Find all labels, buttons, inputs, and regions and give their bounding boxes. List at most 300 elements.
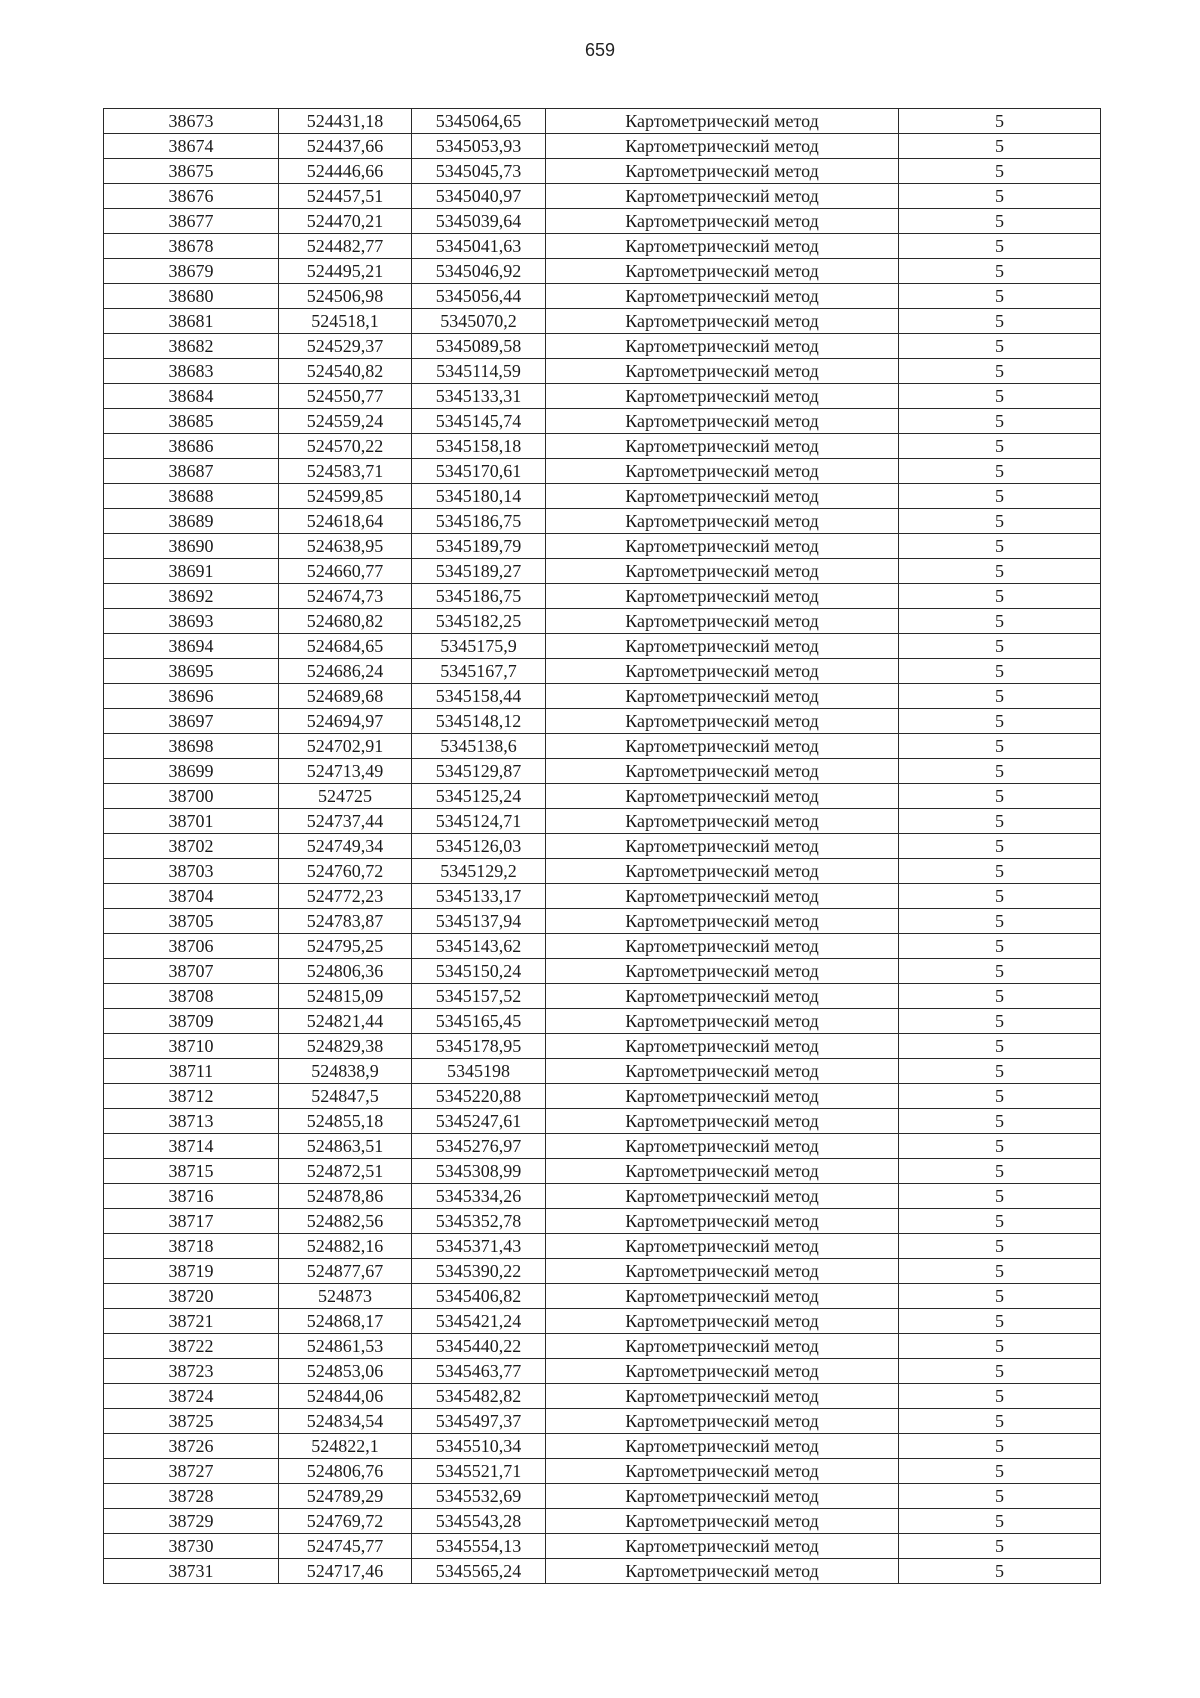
x-coordinate-cell: 524599,85 [279,484,412,509]
method-cell: Картометрический метод [546,859,899,884]
table-row [104,1484,1101,1509]
point-number-cell: 38706 [104,934,279,959]
table-row [104,1284,1101,1309]
x-coordinate-cell: 524878,86 [279,1184,412,1209]
accuracy-cell: 5 [899,109,1101,134]
table-row [104,1334,1101,1359]
table-row [104,384,1101,409]
point-number-cell: 38726 [104,1434,279,1459]
x-coordinate-cell: 524482,77 [279,234,412,259]
accuracy-cell: 5 [899,284,1101,309]
y-coordinate-cell: 5345126,03 [412,834,546,859]
point-number-cell: 38691 [104,559,279,584]
y-coordinate-cell: 5345565,24 [412,1559,546,1584]
accuracy-cell: 5 [899,484,1101,509]
table-row [104,459,1101,484]
method-cell: Картометрический метод [546,909,899,934]
method-cell: Картометрический метод [546,809,899,834]
method-cell: Картометрический метод [546,284,899,309]
x-coordinate-cell: 524829,38 [279,1034,412,1059]
point-number-cell: 38674 [104,134,279,159]
y-coordinate-cell: 5345352,78 [412,1209,546,1234]
table-row [104,534,1101,559]
point-number-cell: 38711 [104,1059,279,1084]
method-cell: Картометрический метод [546,784,899,809]
accuracy-cell: 5 [899,859,1101,884]
accuracy-cell: 5 [899,1434,1101,1459]
accuracy-cell: 5 [899,734,1101,759]
method-cell: Картометрический метод [546,234,899,259]
point-number-cell: 38707 [104,959,279,984]
accuracy-cell: 5 [899,1309,1101,1334]
table-row [104,934,1101,959]
accuracy-cell: 5 [899,334,1101,359]
method-cell: Картометрический метод [546,1484,899,1509]
x-coordinate-cell: 524834,54 [279,1409,412,1434]
method-cell: Картометрический метод [546,1209,899,1234]
method-cell: Картометрический метод [546,459,899,484]
point-number-cell: 38730 [104,1534,279,1559]
accuracy-cell: 5 [899,1209,1101,1234]
y-coordinate-cell: 5345148,12 [412,709,546,734]
accuracy-cell: 5 [899,1534,1101,1559]
x-coordinate-cell: 524882,56 [279,1209,412,1234]
point-number-cell: 38702 [104,834,279,859]
x-coordinate-cell: 524583,71 [279,459,412,484]
accuracy-cell: 5 [899,234,1101,259]
method-cell: Картометрический метод [546,1009,899,1034]
table-row [104,134,1101,159]
y-coordinate-cell: 5345220,88 [412,1084,546,1109]
point-number-cell: 38717 [104,1209,279,1234]
coordinates-table-body [104,109,1101,1584]
x-coordinate-cell: 524806,76 [279,1459,412,1484]
method-cell: Картометрический метод [546,959,899,984]
x-coordinate-cell: 524660,77 [279,559,412,584]
method-cell: Картометрический метод [546,259,899,284]
accuracy-cell: 5 [899,159,1101,184]
x-coordinate-cell: 524806,36 [279,959,412,984]
table-row [104,259,1101,284]
accuracy-cell: 5 [899,609,1101,634]
x-coordinate-cell: 524529,37 [279,334,412,359]
point-number-cell: 38686 [104,434,279,459]
point-number-cell: 38684 [104,384,279,409]
table-row [104,1409,1101,1434]
table-row [104,959,1101,984]
table-row [104,1309,1101,1334]
table-row [104,1509,1101,1534]
accuracy-cell: 5 [899,1084,1101,1109]
accuracy-cell: 5 [899,984,1101,1009]
point-number-cell: 38716 [104,1184,279,1209]
method-cell: Картометрический метод [546,934,899,959]
accuracy-cell: 5 [899,1509,1101,1534]
method-cell: Картометрический метод [546,734,899,759]
method-cell: Картометрический метод [546,1534,899,1559]
table-row [104,1234,1101,1259]
method-cell: Картометрический метод [546,484,899,509]
point-number-cell: 38690 [104,534,279,559]
point-number-cell: 38718 [104,1234,279,1259]
y-coordinate-cell: 5345133,17 [412,884,546,909]
method-cell: Картометрический метод [546,884,899,909]
table-row [104,784,1101,809]
point-number-cell: 38709 [104,1009,279,1034]
method-cell: Картометрический метод [546,1309,899,1334]
x-coordinate-cell: 524457,51 [279,184,412,209]
accuracy-cell: 5 [899,509,1101,534]
y-coordinate-cell: 5345046,92 [412,259,546,284]
x-coordinate-cell: 524570,22 [279,434,412,459]
x-coordinate-cell: 524680,82 [279,609,412,634]
point-number-cell: 38678 [104,234,279,259]
x-coordinate-cell: 524822,1 [279,1434,412,1459]
y-coordinate-cell: 5345308,99 [412,1159,546,1184]
table-row [104,1184,1101,1209]
x-coordinate-cell: 524844,06 [279,1384,412,1409]
point-number-cell: 38705 [104,909,279,934]
table-row [104,1534,1101,1559]
method-cell: Картометрический метод [546,134,899,159]
point-number-cell: 38675 [104,159,279,184]
method-cell: Картометрический метод [546,384,899,409]
point-number-cell: 38688 [104,484,279,509]
x-coordinate-cell: 524446,66 [279,159,412,184]
x-coordinate-cell: 524815,09 [279,984,412,1009]
table-row [104,159,1101,184]
x-coordinate-cell: 524540,82 [279,359,412,384]
accuracy-cell: 5 [899,1159,1101,1184]
table-row [104,284,1101,309]
method-cell: Картометрический метод [546,434,899,459]
accuracy-cell: 5 [899,1384,1101,1409]
point-number-cell: 38712 [104,1084,279,1109]
method-cell: Картометрический метод [546,409,899,434]
point-number-cell: 38692 [104,584,279,609]
page-number: 659 [584,40,616,60]
point-number-cell: 38710 [104,1034,279,1059]
table-row [104,1159,1101,1184]
point-number-cell: 38724 [104,1384,279,1409]
y-coordinate-cell: 5345334,26 [412,1184,546,1209]
x-coordinate-cell: 524550,77 [279,384,412,409]
y-coordinate-cell: 5345189,27 [412,559,546,584]
accuracy-cell: 5 [899,1034,1101,1059]
method-cell: Картометрический метод [546,359,899,384]
table-row [104,109,1101,134]
method-cell: Картометрический метод [546,1384,899,1409]
table-row [104,709,1101,734]
method-cell: Картометрический метод [546,1284,899,1309]
y-coordinate-cell: 5345114,59 [412,359,546,384]
y-coordinate-cell: 5345040,97 [412,184,546,209]
method-cell: Картометрический метод [546,109,899,134]
point-number-cell: 38714 [104,1134,279,1159]
point-number-cell: 38687 [104,459,279,484]
table-row [104,584,1101,609]
y-coordinate-cell: 5345198 [412,1059,546,1084]
table-row [104,1134,1101,1159]
y-coordinate-cell: 5345150,24 [412,959,546,984]
point-number-cell: 38722 [104,1334,279,1359]
accuracy-cell: 5 [899,759,1101,784]
accuracy-cell: 5 [899,259,1101,284]
point-number-cell: 38697 [104,709,279,734]
point-number-cell: 38725 [104,1409,279,1434]
x-coordinate-cell: 524863,51 [279,1134,412,1159]
table-row [104,1259,1101,1284]
x-coordinate-cell: 524518,1 [279,309,412,334]
accuracy-cell: 5 [899,384,1101,409]
table-row [104,1434,1101,1459]
y-coordinate-cell: 5345145,74 [412,409,546,434]
accuracy-cell: 5 [899,534,1101,559]
point-number-cell: 38713 [104,1109,279,1134]
table-row [104,509,1101,534]
y-coordinate-cell: 5345247,61 [412,1109,546,1134]
y-coordinate-cell: 5345045,73 [412,159,546,184]
table-row [104,184,1101,209]
table-row [104,559,1101,584]
y-coordinate-cell: 5345182,25 [412,609,546,634]
table-row [104,1109,1101,1134]
table-row [104,659,1101,684]
point-number-cell: 38719 [104,1259,279,1284]
point-number-cell: 38700 [104,784,279,809]
x-coordinate-cell: 524749,34 [279,834,412,859]
x-coordinate-cell: 524821,44 [279,1009,412,1034]
method-cell: Картометрический метод [546,1434,899,1459]
point-number-cell: 38685 [104,409,279,434]
table-row [104,1559,1101,1584]
method-cell: Картометрический метод [546,1259,899,1284]
y-coordinate-cell: 5345276,97 [412,1134,546,1159]
y-coordinate-cell: 5345543,28 [412,1509,546,1534]
method-cell: Картометрический метод [546,1559,899,1584]
y-coordinate-cell: 5345170,61 [412,459,546,484]
point-number-cell: 38699 [104,759,279,784]
method-cell: Картометрический метод [546,1334,899,1359]
x-coordinate-cell: 524737,44 [279,809,412,834]
y-coordinate-cell: 5345056,44 [412,284,546,309]
x-coordinate-cell: 524769,72 [279,1509,412,1534]
accuracy-cell: 5 [899,1059,1101,1084]
y-coordinate-cell: 5345125,24 [412,784,546,809]
method-cell: Картометрический метод [546,634,899,659]
x-coordinate-cell: 524431,18 [279,109,412,134]
y-coordinate-cell: 5345390,22 [412,1259,546,1284]
point-number-cell: 38680 [104,284,279,309]
point-number-cell: 38677 [104,209,279,234]
x-coordinate-cell: 524789,29 [279,1484,412,1509]
point-number-cell: 38683 [104,359,279,384]
table-row [104,1009,1101,1034]
accuracy-cell: 5 [899,1009,1101,1034]
y-coordinate-cell: 5345165,45 [412,1009,546,1034]
table-row [104,234,1101,259]
point-number-cell: 38731 [104,1559,279,1584]
table-row [104,634,1101,659]
accuracy-cell: 5 [899,459,1101,484]
x-coordinate-cell: 524873 [279,1284,412,1309]
x-coordinate-cell: 524702,91 [279,734,412,759]
point-number-cell: 38696 [104,684,279,709]
y-coordinate-cell: 5345129,2 [412,859,546,884]
y-coordinate-cell: 5345371,43 [412,1234,546,1259]
point-number-cell: 38721 [104,1309,279,1334]
accuracy-cell: 5 [899,184,1101,209]
method-cell: Картометрический метод [546,1034,899,1059]
method-cell: Картометрический метод [546,184,899,209]
method-cell: Картометрический метод [546,1084,899,1109]
y-coordinate-cell: 5345137,94 [412,909,546,934]
x-coordinate-cell: 524717,46 [279,1559,412,1584]
x-coordinate-cell: 524783,87 [279,909,412,934]
table-row [104,984,1101,1009]
table-row [104,909,1101,934]
accuracy-cell: 5 [899,834,1101,859]
x-coordinate-cell: 524872,51 [279,1159,412,1184]
accuracy-cell: 5 [899,784,1101,809]
x-coordinate-cell: 524713,49 [279,759,412,784]
y-coordinate-cell: 5345178,95 [412,1034,546,1059]
accuracy-cell: 5 [899,584,1101,609]
y-coordinate-cell: 5345532,69 [412,1484,546,1509]
y-coordinate-cell: 5345175,9 [412,634,546,659]
point-number-cell: 38723 [104,1359,279,1384]
accuracy-cell: 5 [899,559,1101,584]
method-cell: Картометрический метод [546,1509,899,1534]
accuracy-cell: 5 [899,809,1101,834]
accuracy-cell: 5 [899,1284,1101,1309]
accuracy-cell: 5 [899,134,1101,159]
table-row [104,759,1101,784]
y-coordinate-cell: 5345180,14 [412,484,546,509]
accuracy-cell: 5 [899,884,1101,909]
x-coordinate-cell: 524772,23 [279,884,412,909]
method-cell: Картометрический метод [546,584,899,609]
point-number-cell: 38673 [104,109,279,134]
table-row [104,834,1101,859]
x-coordinate-cell: 524684,65 [279,634,412,659]
x-coordinate-cell: 524855,18 [279,1109,412,1134]
x-coordinate-cell: 524694,97 [279,709,412,734]
point-number-cell: 38708 [104,984,279,1009]
table-row [104,1359,1101,1384]
table-row [104,859,1101,884]
accuracy-cell: 5 [899,1109,1101,1134]
x-coordinate-cell: 524437,66 [279,134,412,159]
x-coordinate-cell: 524689,68 [279,684,412,709]
accuracy-cell: 5 [899,959,1101,984]
x-coordinate-cell: 524868,17 [279,1309,412,1334]
accuracy-cell: 5 [899,1259,1101,1284]
y-coordinate-cell: 5345167,7 [412,659,546,684]
x-coordinate-cell: 524638,95 [279,534,412,559]
point-number-cell: 38694 [104,634,279,659]
accuracy-cell: 5 [899,1234,1101,1259]
method-cell: Картометрический метод [546,1459,899,1484]
y-coordinate-cell: 5345186,75 [412,509,546,534]
accuracy-cell: 5 [899,409,1101,434]
x-coordinate-cell: 524853,06 [279,1359,412,1384]
method-cell: Картометрический метод [546,1234,899,1259]
method-cell: Картометрический метод [546,509,899,534]
accuracy-cell: 5 [899,1409,1101,1434]
x-coordinate-cell: 524847,5 [279,1084,412,1109]
method-cell: Картометрический метод [546,159,899,184]
x-coordinate-cell: 524674,73 [279,584,412,609]
method-cell: Картометрический метод [546,209,899,234]
method-cell: Картометрический метод [546,309,899,334]
y-coordinate-cell: 5345041,63 [412,234,546,259]
y-coordinate-cell: 5345133,31 [412,384,546,409]
y-coordinate-cell: 5345143,62 [412,934,546,959]
accuracy-cell: 5 [899,434,1101,459]
x-coordinate-cell: 524838,9 [279,1059,412,1084]
y-coordinate-cell: 5345554,13 [412,1534,546,1559]
point-number-cell: 38703 [104,859,279,884]
method-cell: Картометрический метод [546,709,899,734]
method-cell: Картометрический метод [546,1184,899,1209]
method-cell: Картометрический метод [546,1359,899,1384]
table-row [104,359,1101,384]
method-cell: Картометрический метод [546,834,899,859]
point-number-cell: 38720 [104,1284,279,1309]
table-row [104,809,1101,834]
method-cell: Картометрический метод [546,534,899,559]
table-row [104,334,1101,359]
y-coordinate-cell: 5345089,58 [412,334,546,359]
accuracy-cell: 5 [899,1134,1101,1159]
y-coordinate-cell: 5345440,22 [412,1334,546,1359]
accuracy-cell: 5 [899,634,1101,659]
table-row [104,409,1101,434]
accuracy-cell: 5 [899,709,1101,734]
accuracy-cell: 5 [899,934,1101,959]
point-number-cell: 38695 [104,659,279,684]
y-coordinate-cell: 5345497,37 [412,1409,546,1434]
accuracy-cell: 5 [899,659,1101,684]
accuracy-cell: 5 [899,359,1101,384]
accuracy-cell: 5 [899,1484,1101,1509]
point-number-cell: 38701 [104,809,279,834]
point-number-cell: 38681 [104,309,279,334]
accuracy-cell: 5 [899,209,1101,234]
x-coordinate-cell: 524470,21 [279,209,412,234]
y-coordinate-cell: 5345463,77 [412,1359,546,1384]
y-coordinate-cell: 5345482,82 [412,1384,546,1409]
point-number-cell: 38676 [104,184,279,209]
method-cell: Картометрический метод [546,684,899,709]
method-cell: Картометрический метод [546,759,899,784]
accuracy-cell: 5 [899,1459,1101,1484]
y-coordinate-cell: 5345510,34 [412,1434,546,1459]
y-coordinate-cell: 5345124,71 [412,809,546,834]
y-coordinate-cell: 5345064,65 [412,109,546,134]
table-row [104,484,1101,509]
point-number-cell: 38693 [104,609,279,634]
x-coordinate-cell: 524882,16 [279,1234,412,1259]
table-row [104,309,1101,334]
point-number-cell: 38727 [104,1459,279,1484]
x-coordinate-cell: 524760,72 [279,859,412,884]
y-coordinate-cell: 5345070,2 [412,309,546,334]
coordinates-table [103,108,1101,1584]
x-coordinate-cell: 524877,67 [279,1259,412,1284]
method-cell: Картометрический метод [546,1159,899,1184]
